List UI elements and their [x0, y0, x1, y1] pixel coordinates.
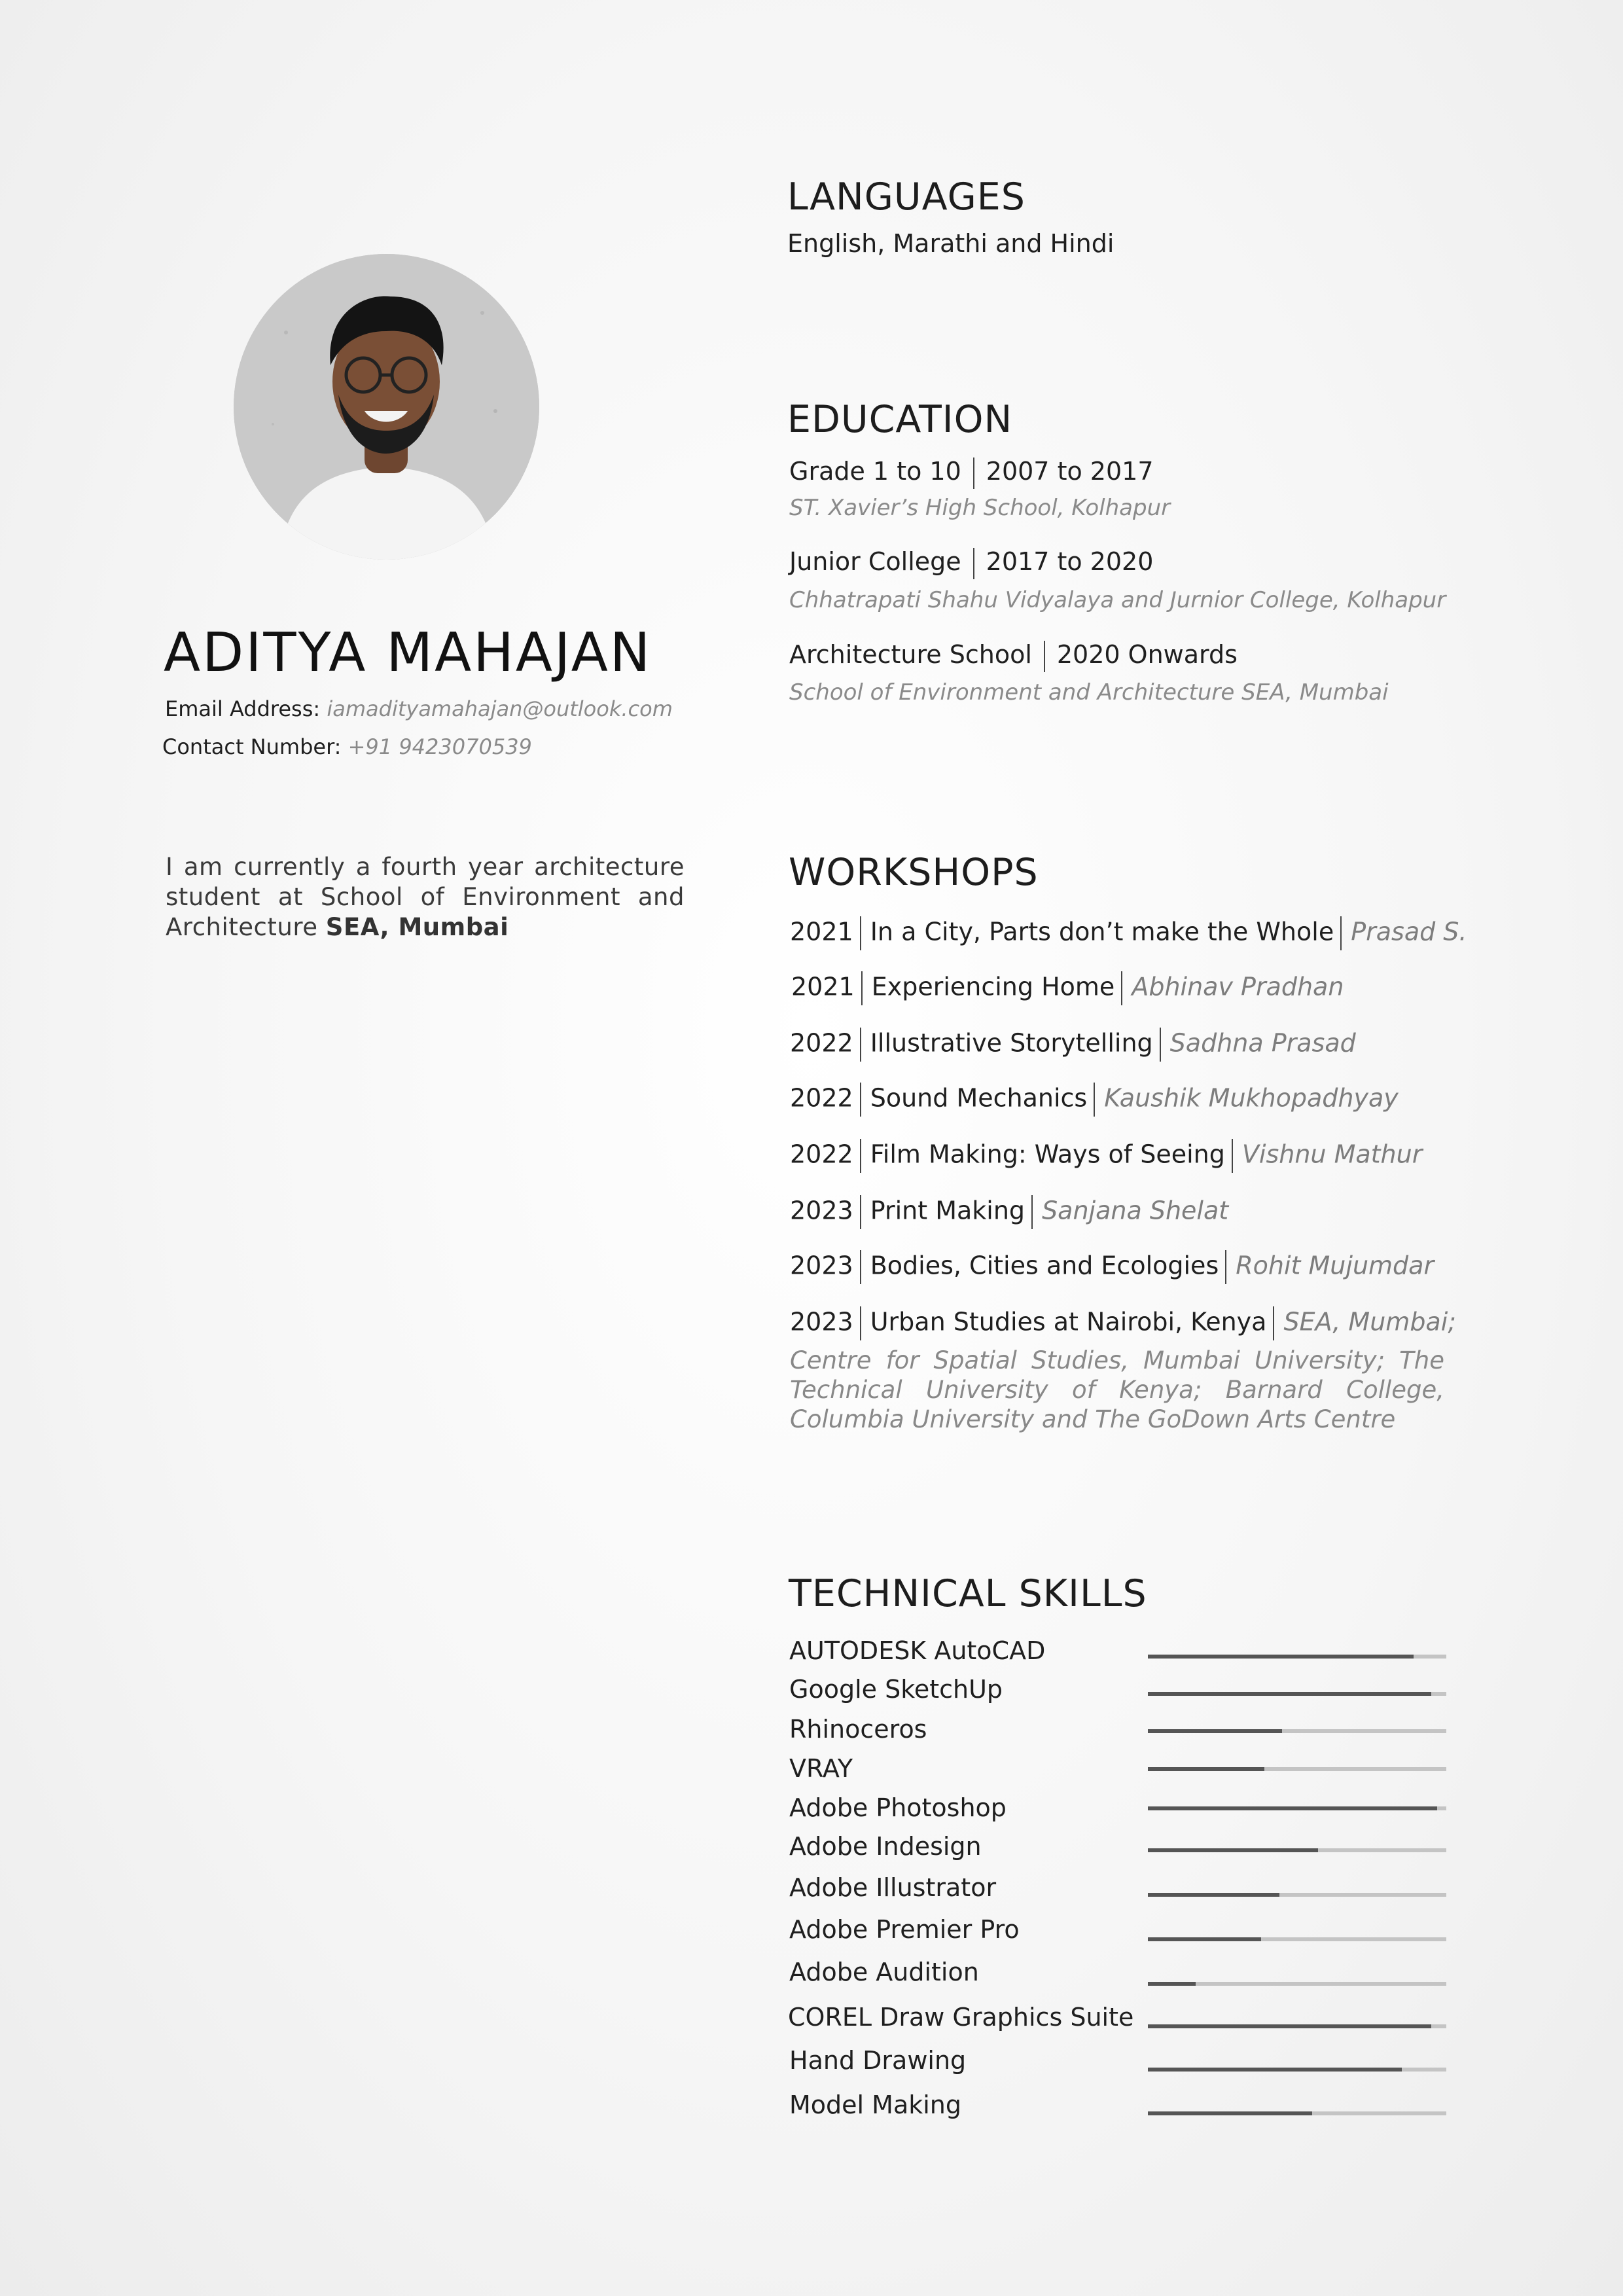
skill-bar-fill: [1148, 2111, 1312, 2115]
workshop-partners: Centre for Spatial Studies, Mumbai University; The Technical University of Kenya; Barnard College, Columbia University and The GoDown Arts Centre: [790, 1346, 1444, 1433]
workshop-row: [790, 1306, 1456, 1340]
email-label: Email Address:: [165, 696, 321, 721]
skills-heading: TECHNICAL SKILLS: [789, 1572, 1147, 1615]
separator: [860, 1139, 861, 1173]
workshop-title: Experiencing Home: [871, 972, 1115, 1001]
education-period: 2017 to 2020: [986, 547, 1154, 576]
workshop-year: 2022: [790, 1139, 853, 1169]
candidate-name: ADITYA MAHAJAN: [164, 622, 652, 684]
skill-bar-fill: [1148, 1767, 1264, 1771]
skill-bar-fill: [1148, 2024, 1431, 2028]
profile-photo: [234, 254, 539, 560]
skill-bar: [1148, 1848, 1446, 1852]
separator: [1121, 971, 1122, 1005]
separator: [1031, 1195, 1033, 1229]
skill-name: Model Making: [789, 2090, 962, 2119]
skill-bar-fill: [1148, 1982, 1196, 1986]
skill-name: Adobe Photoshop: [789, 1793, 1007, 1822]
separator: [860, 1028, 861, 1062]
skill-bar-fill: [1148, 1655, 1414, 1659]
about-text: I am currently a fourth year architecture student at School of Environment and Architecture: [166, 853, 685, 941]
workshop-row: [790, 1250, 1434, 1284]
workshop-title: Film Making: Ways of Seeing: [870, 1139, 1225, 1169]
workshop-row: [791, 971, 1344, 1005]
education-level: Junior College: [789, 547, 961, 576]
workshop-title: In a City, Parts don’t make the Whole: [870, 917, 1334, 946]
skill-bar-fill: [1148, 1729, 1282, 1733]
skill-bar-fill: [1148, 2068, 1402, 2072]
workshop-year: 2022: [790, 1083, 853, 1113]
workshop-year: 2021: [790, 917, 853, 946]
skill-name: Adobe Audition: [789, 1958, 979, 1986]
workshop-author: Sadhna Prasad: [1169, 1028, 1356, 1058]
skill-bar: [1148, 1692, 1446, 1696]
workshop-title: Illustrative Storytelling: [870, 1028, 1153, 1058]
workshop-year: 2023: [790, 1307, 853, 1336]
workshop-year: 2022: [790, 1028, 853, 1058]
workshop-author: Abhinav Pradhan: [1132, 972, 1344, 1001]
education-period: 2020 Onwards: [1056, 640, 1238, 669]
skill-bar: [1148, 1982, 1446, 1986]
education-item-3: [789, 640, 1238, 672]
skill-bar-fill: [1148, 1848, 1318, 1852]
separator: [860, 1195, 861, 1229]
skill-bar: [1148, 1937, 1446, 1941]
separator: [1340, 916, 1342, 950]
workshop-year: 2021: [791, 972, 855, 1001]
workshop-year: 2023: [790, 1251, 853, 1280]
education-level: Architecture School: [789, 640, 1032, 669]
separator: [860, 916, 861, 950]
skill-name: Hand Drawing: [789, 2046, 967, 2075]
separator: [860, 1306, 861, 1340]
languages-text: English, Marathi and Hindi: [787, 229, 1115, 258]
separator: [973, 548, 974, 579]
education-school-1: ST. Xavier’s High School, Kolhapur: [789, 495, 1171, 521]
skill-name: VRAY: [789, 1754, 853, 1783]
workshops-heading: WORKSHOPS: [789, 851, 1039, 894]
workshop-author: Rohit Mujumdar: [1236, 1251, 1435, 1280]
skill-bar: [1148, 2111, 1446, 2115]
workshop-title: Bodies, Cities and Ecologies: [870, 1251, 1219, 1280]
education-level: Grade 1 to 10: [789, 457, 961, 486]
workshop-author: SEA, Mumbai;: [1283, 1307, 1457, 1336]
education-item-1: [789, 457, 1154, 489]
skill-bar: [1148, 1767, 1446, 1771]
skill-name: Adobe Illustrator: [789, 1873, 997, 1902]
separator: [1225, 1250, 1226, 1284]
education-school-2: Chhatrapati Shahu Vidyalaya and Jurnior College, Kolhapur: [789, 587, 1446, 613]
phone-label: Contact Number:: [162, 734, 342, 759]
separator: [1044, 641, 1045, 672]
skill-bar: [1148, 1655, 1446, 1659]
email-row: [165, 696, 673, 721]
education-period: 2007 to 2017: [986, 457, 1154, 486]
separator: [860, 1250, 861, 1284]
workshop-author: Kaushik Mukhopadhyay: [1104, 1083, 1399, 1113]
separator: [1160, 1028, 1161, 1062]
about-paragraph: [166, 852, 685, 942]
phone-row: [162, 734, 532, 759]
skill-name: Adobe Indesign: [789, 1832, 982, 1861]
workshop-title: Urban Studies at Nairobi, Kenya: [870, 1307, 1267, 1336]
workshop-year: 2023: [790, 1196, 853, 1225]
workshop-row: [790, 1083, 1399, 1117]
separator: [861, 971, 863, 1005]
workshop-author: Sanjana Shelat: [1042, 1196, 1229, 1225]
separator: [973, 457, 974, 489]
skill-name: COREL Draw Graphics Suite: [788, 2003, 1134, 2032]
email-value[interactable]: iamadityamahajan@outlook.com: [327, 696, 673, 721]
skill-name: AUTODESK AutoCAD: [789, 1636, 1046, 1665]
workshop-author: Vishnu Mathur: [1241, 1139, 1423, 1169]
about-bold: SEA, Mumbai: [325, 913, 509, 941]
separator: [1232, 1139, 1233, 1173]
skill-bar-fill: [1148, 1893, 1279, 1897]
skill-bar: [1148, 1729, 1446, 1733]
workshop-title: Sound Mechanics: [870, 1083, 1088, 1113]
skill-bar: [1148, 2024, 1446, 2028]
languages-heading: LANGUAGES: [787, 175, 1026, 219]
education-item-2: [789, 547, 1153, 579]
skill-name: Rhinoceros: [789, 1715, 927, 1744]
workshop-row: [790, 1139, 1422, 1173]
skill-name: Google SketchUp: [789, 1675, 1003, 1704]
skill-bar: [1148, 1893, 1446, 1897]
workshop-row: [790, 1195, 1228, 1229]
skill-name: Adobe Premier Pro: [789, 1915, 1020, 1944]
separator: [1273, 1306, 1274, 1340]
skill-bar-fill: [1148, 1806, 1437, 1810]
skill-bar-fill: [1148, 1937, 1261, 1941]
workshop-row: [790, 916, 1467, 950]
workshop-author: Prasad S.: [1351, 917, 1467, 946]
skill-bar-fill: [1148, 1692, 1431, 1696]
education-school-3: School of Environment and Architecture SEA, Mumbai: [789, 679, 1389, 706]
separator: [1094, 1083, 1095, 1117]
workshop-row: [790, 1028, 1356, 1062]
phone-value[interactable]: +91 9423070539: [348, 734, 532, 759]
education-heading: EDUCATION: [787, 398, 1013, 441]
person-photo-icon: [234, 254, 539, 560]
skill-bar: [1148, 2068, 1446, 2072]
workshop-title: Print Making: [870, 1196, 1026, 1225]
skill-bar: [1148, 1806, 1446, 1810]
separator: [860, 1083, 861, 1117]
